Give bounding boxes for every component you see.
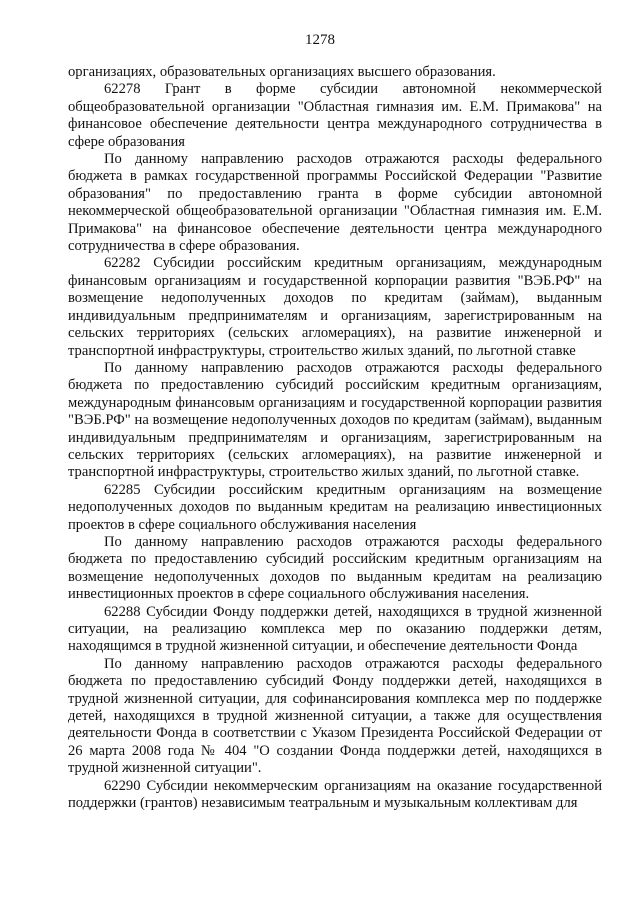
paragraph-code-62282: 62282 Субсидии российским кредитным организациям, международным финансовым организациям и государственной корпорации развития "ВЭБ.РФ" на возмещение недополученных доходов по кредитам (займам), выданным индивидуальным предпринимателям и организациям, зарегистрированным на сельских территориях (сельских агломерациях), на развитие инженерной и транспортной инфраструктуры, строительство жилых зданий, по льготной ставке xyxy=(68,255,602,359)
paragraph: По данному направлению расходов отражаются расходы федерального бюджета по предоставлению субсидий Фонду поддержки детей, находящихся в трудной жизненной ситуации, для софинансирования комплекса мер по поддержке детей, находящихся в трудной жизненной ситуации, а также для осуществления деятельности Фонда в соответствии с Указом Президента Российской Федерации от 26 марта 2008 года № 404 "О создании Фонда поддержки детей, находящихся в трудной жизненной ситуации". xyxy=(68,655,602,777)
paragraph-code-62290: 62290 Субсидии некоммерческим организациям на оказание государственной поддержки (грантов) независимым театральным и музыкальным коллективам для xyxy=(68,777,602,812)
paragraph: По данному направлению расходов отражаются расходы федерального бюджета по предоставлению субсидий российским кредитным организациям, международным финансовым организациям и государственной корпорации развития "ВЭБ.РФ" на возмещение недополученных доходов по кредитам (займам), выданным индивидуальным предпринимателям и организациям, зарегистрированным на сельских территориях (сельских агломерациях), на развитие инженерной и транспортной инфраструктуры, строительство жилых зданий, по льготной ставке. xyxy=(68,359,602,481)
paragraph-code-62285: 62285 Субсидии российским кредитным организациям на возмещение недополученных доходов по выданным кредитам на реализацию инвестиционных проектов в сфере социального обслуживания населения xyxy=(68,481,602,533)
paragraph: По данному направлению расходов отражаются расходы федерального бюджета в рамках государственной программы Российской Федерации "Развитие образования" по предоставлению гранта в форме субсидии автономной некоммерческой общеобразовательной организации "Областная гимназия им. Е.М. Примакова" на финансовое обеспечение деятельности центра международного сотрудничества в сфере образования. xyxy=(68,151,602,255)
paragraph-code-62278: 62278 Грант в форме субсидии автономной некоммерческой общеобразовательной организации "Областная гимназия им. Е.М. Примакова" на финансовое обеспечение деятельности центра международного сотрудничества в сфере образования xyxy=(68,81,602,150)
page-number: 1278 xyxy=(305,32,335,48)
paragraph-code-62288: 62288 Субсидии Фонду поддержки детей, находящихся в трудной жизненной ситуации, на реализацию комплекса мер по оказанию поддержки детям, находящимся в трудной жизненной ситуации, и обеспечение деятельности Фонда xyxy=(68,603,602,655)
paragraph: организациях, образовательных организациях высшего образования. xyxy=(68,64,496,80)
paragraph: По данному направлению расходов отражаются расходы федерального бюджета по предоставлению субсидий российским кредитным организациям на возмещение недополученных доходов по выданным кредитам на реализацию инвестиционных проектов в сфере социального обслуживания населения. xyxy=(68,533,602,603)
document-body xyxy=(68,64,602,812)
